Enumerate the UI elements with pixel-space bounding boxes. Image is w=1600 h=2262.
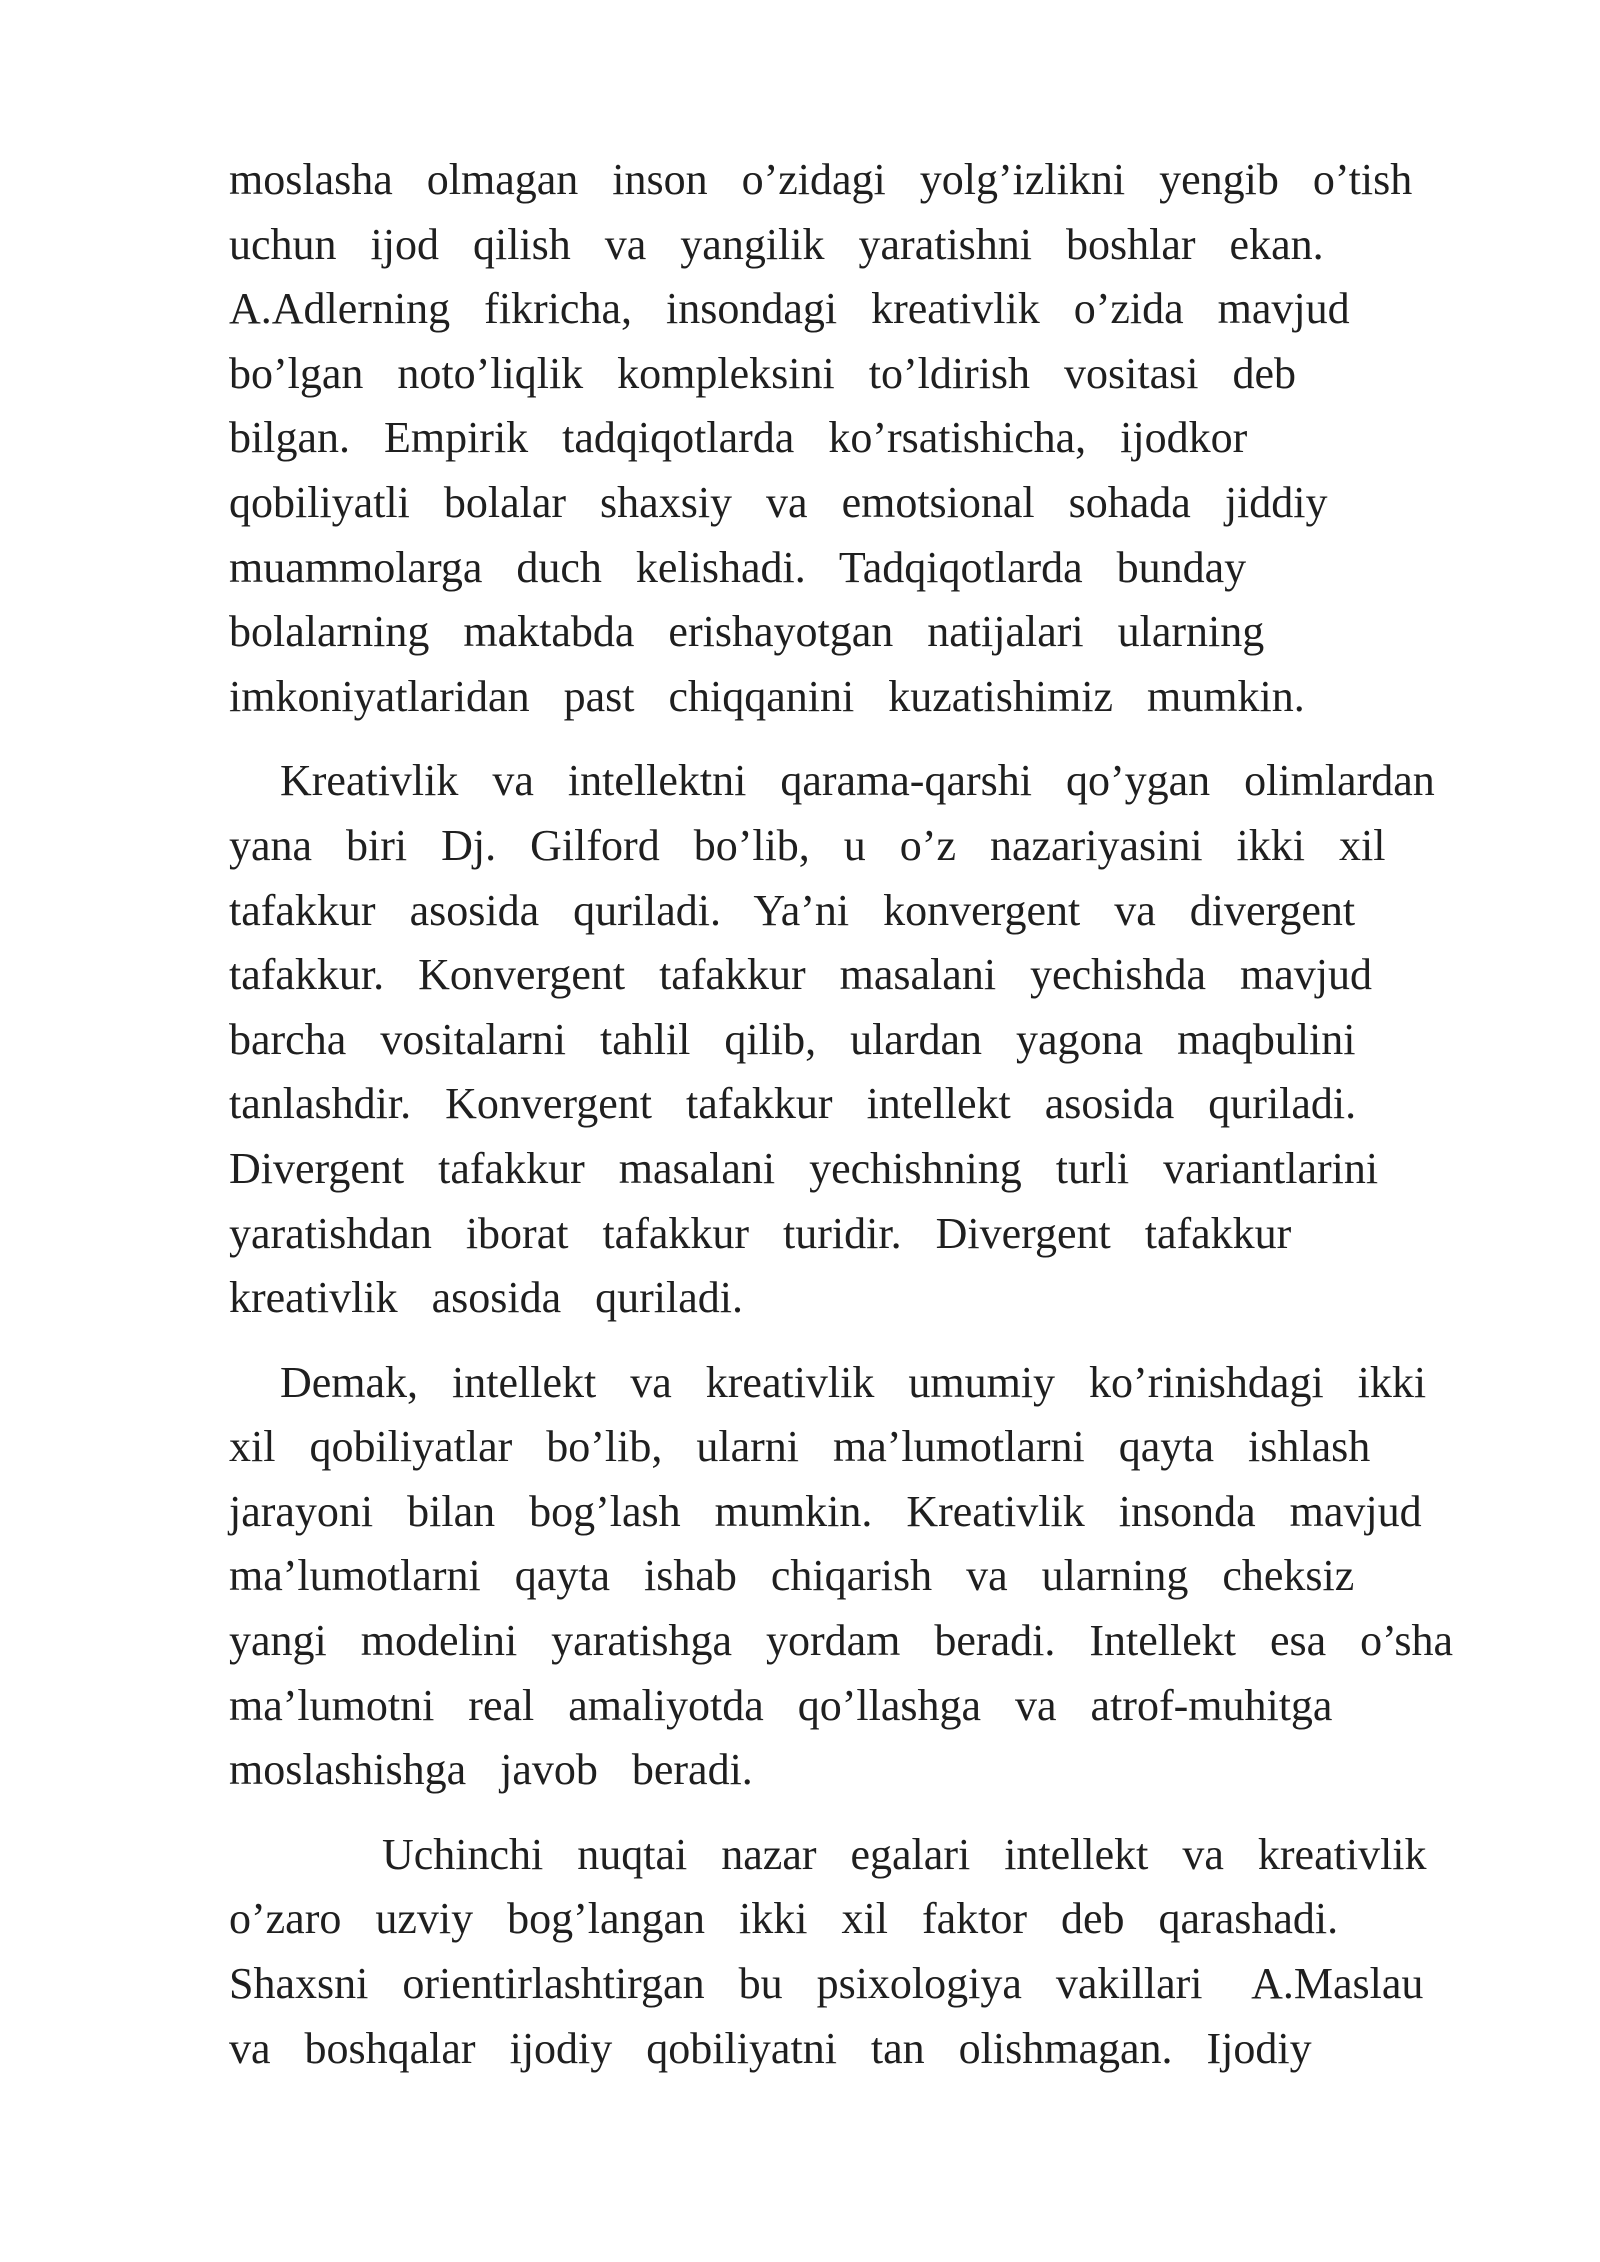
text-line: yangi modelini yaratishga yordam beradi. Intellekt esa o’sha <box>229 1616 1454 1666</box>
text-line: o’zaro uzviy bog’langan ikki xil faktor deb qarashadi. <box>229 1894 1339 1944</box>
text-line: barcha vositalarni tahlil qilib, ulardan yagona maqbulini <box>229 1014 1356 1064</box>
text-line: muammolarga duch kelishadi. Tadqiqotlarda bunday <box>229 542 1247 592</box>
paragraph-2 <box>229 749 1519 1330</box>
text-line: tafakkur. Konvergent tafakkur masalani yechishda mavjud <box>229 950 1372 1000</box>
text-line: yaratishdan iborat tafakkur turidir. Divergent tafakkur <box>229 1208 1292 1258</box>
text-line: Shaxsni orientirlashtirgan bu psixologiya vakillari A.Maslau <box>229 1959 1424 2009</box>
text-line: moslasha olmagan inson o’zidagi yolg’izlikni yengib o’tish <box>229 155 1413 204</box>
text-line: qobiliyatli bolalar shaxsiy va emotsional sohada jiddiy <box>229 477 1328 527</box>
text-line: Uchinchi nuqtai nazar egalari intellekt va kreativlik <box>229 1829 1427 1879</box>
text-line: A.Adlerning fikricha, insondagi kreativlik o’zida mavjud <box>229 284 1350 334</box>
text-line: xil qobiliyatlar bo’lib, ularni ma’lumotlarni qayta ishlash <box>229 1422 1371 1472</box>
text-line: ma’lumotlarni qayta ishab chiqarish va ularning cheksiz <box>229 1551 1355 1601</box>
text-line: bo’lgan noto’liqlik kompleksini to’ldirish vositasi deb <box>229 348 1297 398</box>
text-line: uchun ijod qilish va yangilik yaratishni boshlar ekan. <box>229 219 1324 269</box>
text-line: tafakkur asosida quriladi. Ya’ni konvergent va divergent <box>229 885 1356 935</box>
text-line: ma’lumotni real amaliyotda qo’llashga va atrof-muhitga <box>229 1680 1333 1730</box>
text-line: imkoniyatlaridan past chiqqanini kuzatishimiz mumkin. <box>229 671 1305 721</box>
text-line: yana biri Dj. Gilford bo’lib, u o’z nazariyasini ikki xil <box>229 820 1386 870</box>
body-text <box>229 148 1519 2101</box>
text-line: Kreativlik va intellektni qarama-qarshi qo’ygan olimlardan <box>229 756 1435 806</box>
paragraph-1 <box>229 148 1519 729</box>
text-line: jarayoni bilan bog’lash mumkin. Kreativlik insonda mavjud <box>229 1486 1422 1536</box>
text-line: Divergent tafakkur masalani yechishning turli variantlarini <box>229 1143 1379 1193</box>
text-line: bolalarning maktabda erishayotgan natijalari ularning <box>229 607 1265 657</box>
text-line: tanlashdir. Konvergent tafakkur intellekt asosida quriladi. <box>229 1079 1357 1129</box>
text-line: va boshqalar ijodiy qobiliyatni tan olishmagan. Ijodiy <box>229 2023 1312 2073</box>
text-line: moslashishga javob beradi. <box>229 1745 753 1795</box>
text-line: kreativlik asosida quriladi. <box>229 1273 743 1323</box>
text-line: Demak, intellekt va kreativlik umumiy ko’rinishdagi ikki <box>229 1357 1427 1407</box>
paragraph-3 <box>229 1351 1519 1803</box>
text-line: bilgan. Empirik tadqiqotlarda ko’rsatishicha, ijodkor <box>229 413 1248 463</box>
paragraph-4 <box>229 1823 1519 2081</box>
